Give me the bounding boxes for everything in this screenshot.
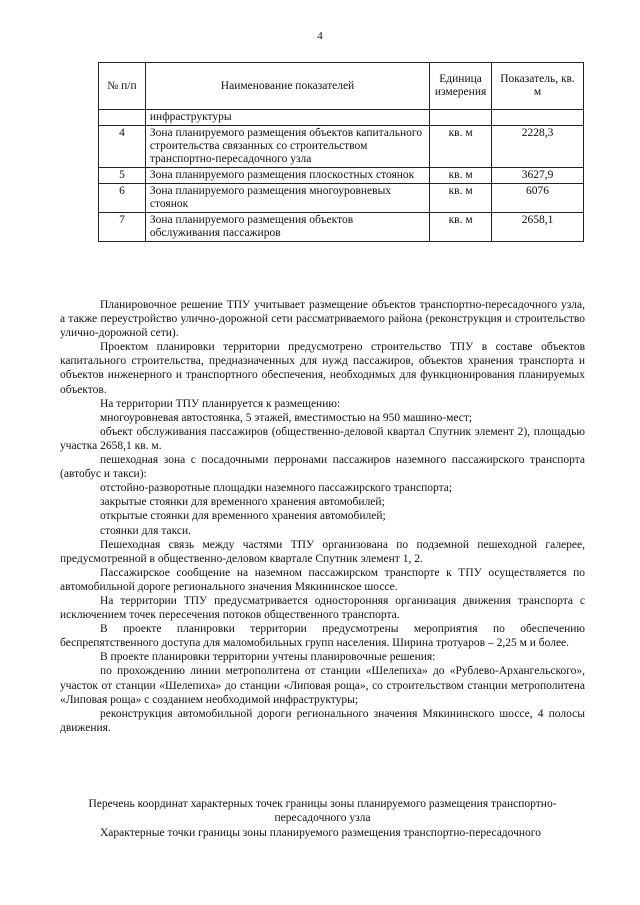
row-name: Зона планируемого размещения объектов обслуживания пассажиров (145, 213, 429, 242)
table-row (99, 168, 584, 184)
row-number: 6 (99, 184, 146, 213)
table-header-row (99, 63, 584, 110)
row-name: Зона планируемого размещения объектов капитального строительства связанных со строительством транспортно-пересадочного узла (145, 126, 429, 168)
list-item: открытые стоянки для временного хранения автомобилей; (100, 510, 386, 523)
paragraph: На территории ТПУ планируется к размещению: (100, 397, 341, 410)
row-number: 4 (99, 126, 146, 168)
row-value: 6076 (492, 184, 584, 213)
list-item: закрытые стоянки для временного хранения автомобилей; (100, 496, 385, 509)
table-row (99, 126, 584, 168)
paragraph: На территории ТПУ предусматривается односторонняя организация движения транспорта с исключением точек пересечения потоков общественного транспорта. (60, 594, 585, 622)
row-unit: кв. м (430, 168, 492, 184)
row-value: 2658,1 (492, 213, 584, 242)
row-number: 7 (99, 213, 146, 242)
header-value: Показатель, кв. м (492, 63, 584, 110)
header-number: № п/п (99, 63, 146, 110)
row-name: Зона планируемого размещения плоскостных стоянок (145, 168, 429, 184)
body-text (60, 298, 585, 735)
row-unit: кв. м (430, 184, 492, 213)
paragraph: Проектом планировки территории предусмотрено строительство ТПУ в составе объектов капитального строительства, предназначенных для нужд пассажиров, объектов хранения транспорта и объектов инженерного и транспортного обеспечения, необходимых для функционирования планируемых объектов. (60, 341, 585, 396)
continuation-text: инфраструктуры (145, 110, 429, 126)
paragraph: В проекте планировки территории предусмотрены мероприятия по обеспечению беспрепятственного доступа для маломобильных групп населения. Ширина тротуаров – 2,25 м и более. (60, 623, 585, 650)
row-value: 3627,9 (492, 168, 584, 184)
list-item: объект обслуживания пассажиров (общественно-деловой квартал Спутник элемент 2), площадью участка 2658,1 кв. м. (60, 425, 585, 452)
table-row (99, 184, 584, 213)
page-number: 4 (317, 30, 323, 42)
paragraph: В проекте планировки территории учтены планировочные решения: (100, 651, 436, 664)
paragraph-partial: Характерные точки границы зоны планируемого размещения транспортно-пересадочного (100, 827, 541, 839)
row-name: Зона планируемого размещения многоуровневых стоянок (145, 184, 429, 213)
header-name: Наименование показателей (145, 63, 429, 110)
paragraph: Пассажирское сообщение на наземном пассажирском транспорте к ТПУ осуществляется по автомобильной дороге регионального значения Мякининское шоссе. (60, 566, 585, 593)
paragraph: Пешеходная связь между частями ТПУ организована по подземной пешеходной галерее, предусмотренной в общественно-деловом квартале Спутник элемент 1, 2. (60, 538, 585, 565)
list-item: по прохождению линии метрополитена от станции «Шелепиха» до «Рублево-Архангельского», участок от станции «Шелепиха» до станции «Липовая роща», со строительством станции метрополитена «Липовая роща» с созданием необходимой инфраструктуры; (60, 665, 585, 706)
section-title: Перечень координат характерных точек границы зоны планируемого размещения транспортно-пересадочного узла (88, 798, 557, 824)
indicators-table (98, 62, 584, 242)
list-item: стоянки для такси. (100, 524, 192, 537)
row-value: 2228,3 (492, 126, 584, 168)
list-item: реконструкция автомобильной дороги регионального значения Мякининского шоссе, 4 полосы движения. (60, 707, 585, 734)
list-item: многоуровневая автостоянка, 5 этажей, вместимостью на 950 машино-мест; (100, 411, 473, 424)
paragraph: Планировочное решение ТПУ учитывает размещение объектов транспортно-пересадочного узла, а также переустройство улично-дорожной сети рассматриваемого района (реконструкция и строительство улично-дорожной сети). (60, 299, 585, 340)
table-row (99, 213, 584, 242)
row-unit: кв. м (430, 126, 492, 168)
row-number: 5 (99, 168, 146, 184)
header-unit: Единица измерения (430, 63, 492, 110)
list-item: отстойно-разворотные площадки наземного пассажирского транспорта; (100, 482, 453, 495)
list-item: пешеходная зона с посадочными перронами пассажиров наземного пассажирского транспорта (автобус и такси): (60, 454, 585, 481)
table-row-continuation (99, 110, 584, 126)
row-unit: кв. м (430, 213, 492, 242)
